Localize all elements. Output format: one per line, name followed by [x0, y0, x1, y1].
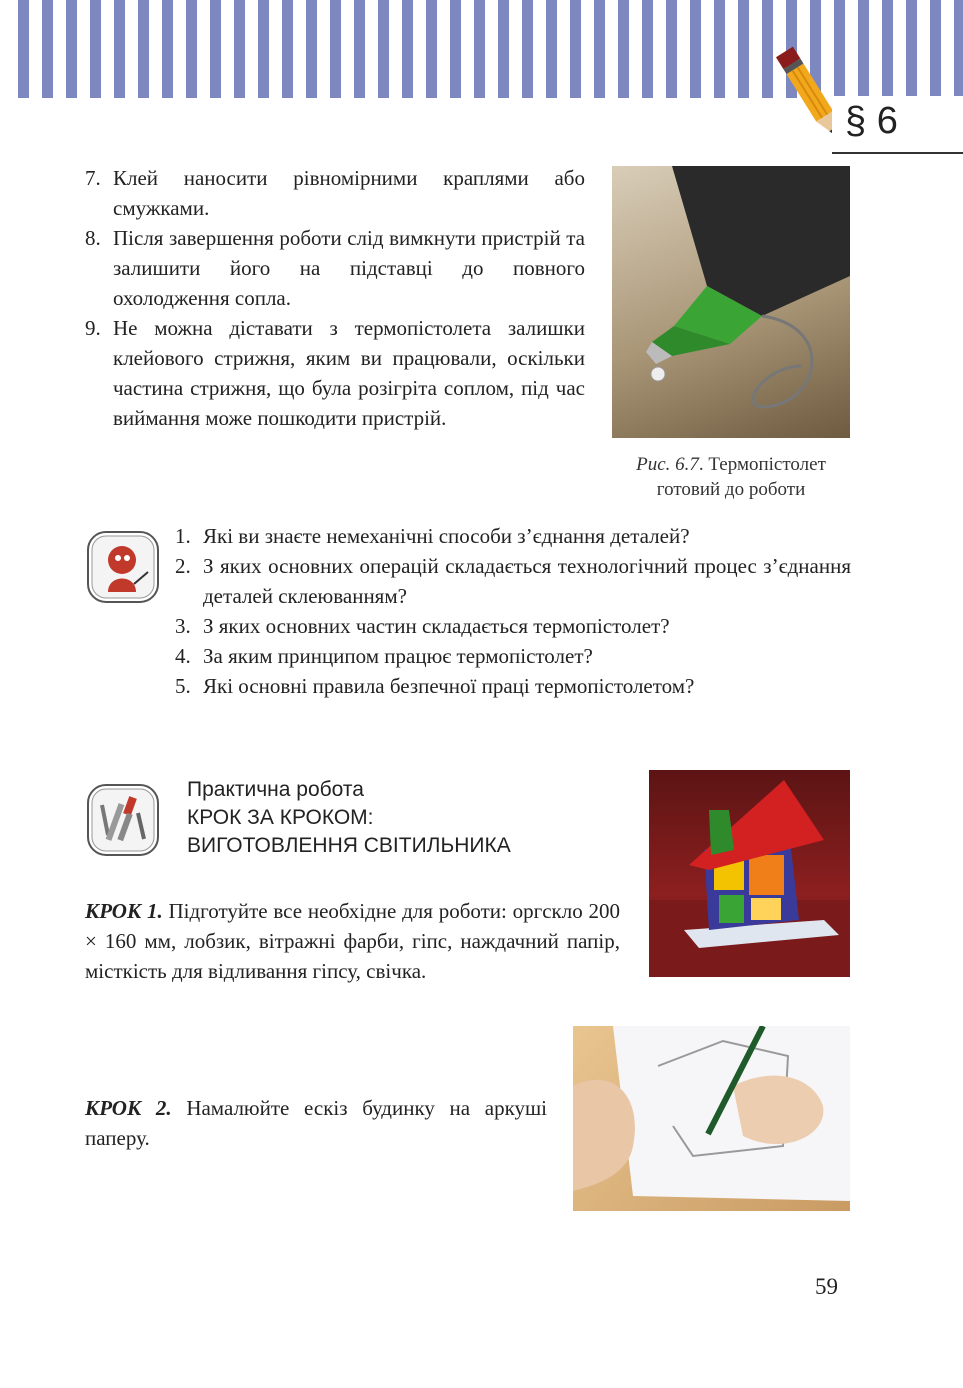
glue-gun-photo — [612, 166, 850, 438]
lamp-photo — [649, 770, 850, 977]
list-item: 8. Після завершення роботи слід вимкнути пристрій та залишити його на підставці до повного охолодження сопла. — [85, 226, 585, 310]
step-1-label: КРОК 1. — [85, 899, 163, 923]
list-item: 7. Клей наносити рівномірними краплями або смужками. — [85, 166, 585, 220]
step-2 — [85, 1093, 547, 1153]
list-item: 3. З яких основних частин складається термопістолет? — [175, 614, 670, 638]
figure-caption — [612, 452, 850, 502]
practical-work-title — [187, 776, 607, 860]
sketch-photo — [573, 1026, 850, 1211]
step-1-text: Підготуйте все необхідне для роботи: оргскло 200 × 160 мм, лобзик, вітражні фарби, гіпс, наждачний папір, місткість для відливання гіпсу, свічка. — [85, 899, 620, 983]
figure-label: Рис. 6.7 — [636, 454, 699, 475]
step-1 — [85, 896, 620, 986]
practical-line-1: Практична робота — [187, 778, 364, 801]
questions-list — [175, 521, 851, 701]
section-mark: § 6 — [845, 100, 898, 142]
tools-icon — [86, 783, 160, 857]
practical-line-2: КРОК ЗА КРОКОМ: — [187, 806, 374, 829]
step-2-text: Намалюйте ескіз будинку на аркуші паперу. — [85, 1096, 547, 1150]
step-2-label: КРОК 2. — [85, 1096, 172, 1120]
list-item: 9. Не можна діставати з термопістолета залишки клейового стрижня, яким ви працювали, оскільки частина стрижня, що була розігріта соплом, під час виймання може пошкодити пристрій. — [85, 316, 585, 430]
practical-line-3: ВИГОТОВЛЕННЯ СВІТИЛЬНИКА — [187, 834, 511, 857]
figure-caption-text: . Термопістолет готовий до роботи — [656, 454, 826, 500]
list-item: 2. З яких основних операцій складається технологічний процес з’єднання деталей склеюванням? — [175, 554, 851, 608]
list-item: 1. Які ви знаєте немеханічні способи з’єднання деталей? — [175, 524, 690, 548]
questions-icon — [86, 530, 160, 604]
list-item: 4. За яким принципом працює термопістолет? — [175, 644, 593, 668]
list-item: 5. Які основні правила безпечної праці термопістолетом? — [175, 674, 695, 698]
instruction-list — [85, 163, 585, 433]
page-number: 59 — [815, 1274, 838, 1299]
